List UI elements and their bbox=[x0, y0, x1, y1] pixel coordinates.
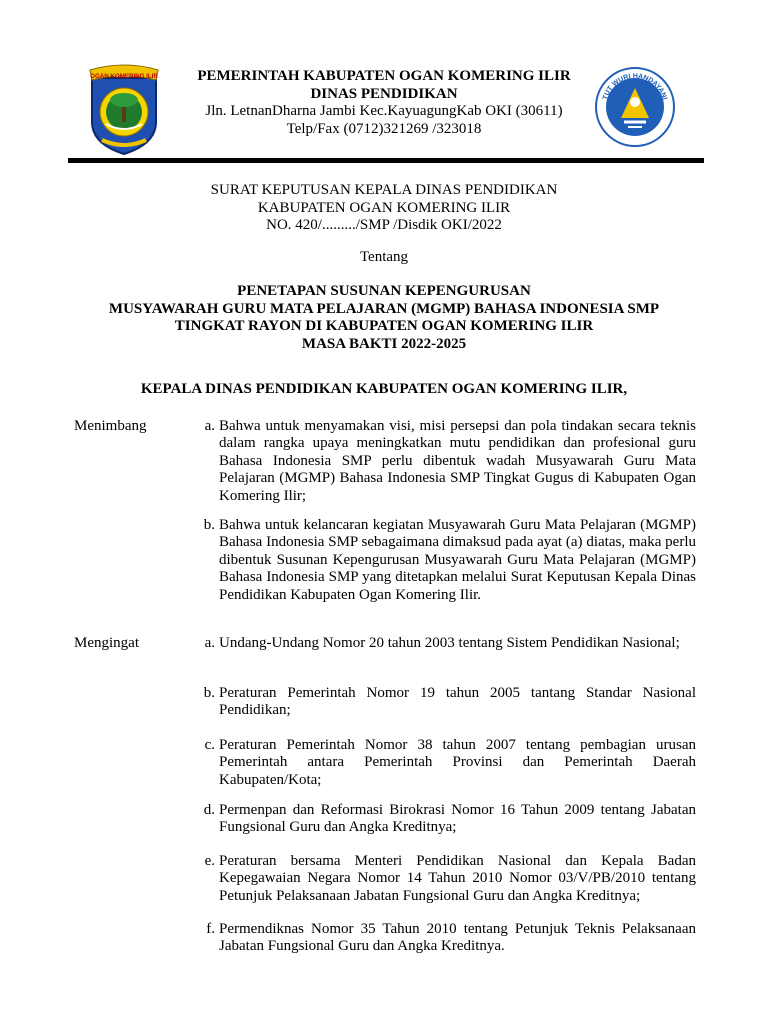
item-marker: d. bbox=[203, 802, 215, 818]
letterhead-agency: DINAS PENDIDIKAN bbox=[310, 85, 458, 102]
letterhead-government: PEMERINTAH KABUPATEN OGAN KOMERING ILIR bbox=[197, 68, 571, 84]
decree-number: NO. 420/........./SMP /Disdik OKI/2022 bbox=[266, 217, 502, 233]
item-text: Bahwa untuk kelancaran kegiatan Musyawarah Guru Mata Pelajaran (MGMP) Bahasa Indonesia SMP sebagaimana dimaksud pada ayat (a) diatas, maka perlu dibentuk Susunan Kepengurusan Musyawarah Guru Mata Pelajaran (MGMP) Bahasa Indonesia SMP yang ditetapkan melalui Surat Keputusan Kepala Dinas Pendidikan Kabupaten Ogan Komering Ilir. bbox=[219, 517, 696, 603]
item-text: Undang-Undang Nomor 20 tahun 2003 tentang Sistem Pendidikan Nasional; bbox=[219, 635, 680, 651]
mengingat-label: Mengingat bbox=[74, 635, 139, 651]
letterhead-phone: Telp/Fax (0712)321269 /323018 bbox=[286, 120, 482, 137]
item-marker: b. bbox=[203, 685, 215, 701]
item-text: Permenpan dan Reformasi Birokrasi Nomor 16 Tahun 2009 tentang Jabatan Fungsional Guru dan Angka Kreditnya; bbox=[219, 802, 696, 836]
decree-subject-line1: PENETAPAN SUSUNAN KEPENGURUSAN bbox=[237, 283, 531, 299]
item-marker: f. bbox=[206, 921, 215, 937]
mengingat-item bbox=[196, 737, 696, 789]
decree-subject-line4: MASA BAKTI 2022-2025 bbox=[301, 335, 467, 352]
svg-text:TUT WURI HANDAYANI: TUT WURI HANDAYANI bbox=[602, 72, 668, 101]
mengingat-item bbox=[196, 635, 696, 652]
issuer-heading: KEPALA DINAS PENDIDIKAN KABUPATEN OGAN KOMERING ILIR, bbox=[140, 381, 628, 397]
item-marker: a. bbox=[204, 635, 215, 651]
item-text: Permendiknas Nomor 35 Tahun 2010 tentang Petunjuk Teknis Pelaksanaan Jabatan Fungsional Guru dan Angka Kreditnya. bbox=[219, 921, 696, 955]
letterhead-divider bbox=[68, 158, 704, 163]
tut-wuri-handayani-icon bbox=[594, 66, 676, 148]
menimbang-label: Menimbang bbox=[74, 418, 147, 434]
mengingat-item bbox=[196, 685, 696, 720]
decree-subject bbox=[60, 283, 708, 353]
item-marker: c. bbox=[204, 737, 215, 753]
decree-title-line1: SURAT KEPUTUSAN KEPALA DINAS PENDIDIKAN bbox=[210, 182, 558, 198]
decree-title bbox=[60, 182, 708, 235]
item-marker: b. bbox=[203, 517, 215, 533]
item-marker: e. bbox=[204, 853, 215, 869]
decree-subject-line3: TINGKAT RAYON DI KABUPATEN OGAN KOMERING ILIR bbox=[174, 318, 594, 334]
decree-title-line2: KABUPATEN OGAN KOMERING ILIR bbox=[257, 199, 511, 216]
item-text: Peraturan Pemerintah Nomor 38 tahun 2007 tentang pembagian urusan Pemerintah antara Pemerintah Provinsi dan Pemerintah Daerah Kabupaten/Kota; bbox=[219, 737, 696, 788]
menimbang-item bbox=[196, 517, 696, 604]
tentang-label: Tentang bbox=[359, 249, 409, 265]
item-text: Bahwa untuk menyamakan visi, misi persepsi dan pola tindakan secara teknis dalam rangka upaya meningkatkan mutu pendidikan dan profesional guru Bahasa Indonesia SMP perlu dibentuk wadah Musyawarah Guru Mata Pelajaran (MGMP) Bahasa Indonesia SMP Tingkat Gugus di Kabupaten Ogan Komering Ilir; bbox=[219, 418, 696, 504]
mengingat-item bbox=[196, 853, 696, 905]
item-marker: a. bbox=[204, 418, 215, 434]
item-text: Peraturan Pemerintah Nomor 19 tahun 2005 tantang Standar Nasional Pendidikan; bbox=[219, 685, 696, 719]
mengingat-item bbox=[196, 802, 696, 837]
letterhead-address: Jln. LetnanDharna Jambi Kec.KayuagungKab OKI (30611) bbox=[205, 103, 563, 119]
svg-text:OGAN KOMERING ILIR: OGAN KOMERING ILIR bbox=[90, 73, 158, 80]
regency-emblem-icon bbox=[86, 64, 162, 156]
mengingat-item bbox=[196, 921, 696, 956]
letterhead bbox=[170, 68, 598, 138]
menimbang-item bbox=[196, 418, 696, 505]
decree-subject-line2: MUSYAWARAH GURU MATA PELAJARAN (MGMP) BAHASA INDONESIA SMP bbox=[108, 300, 660, 317]
item-text: Peraturan bersama Menteri Pendidikan Nasional dan Kepala Badan Kepegawaian Negara Nomor 14 Tahun 2010 Nomor 03/V/PB/2010 tentang Petunjuk Pelaksanaan Jabatan Fungsional Guru dan Angka Kreditnya; bbox=[219, 853, 696, 904]
